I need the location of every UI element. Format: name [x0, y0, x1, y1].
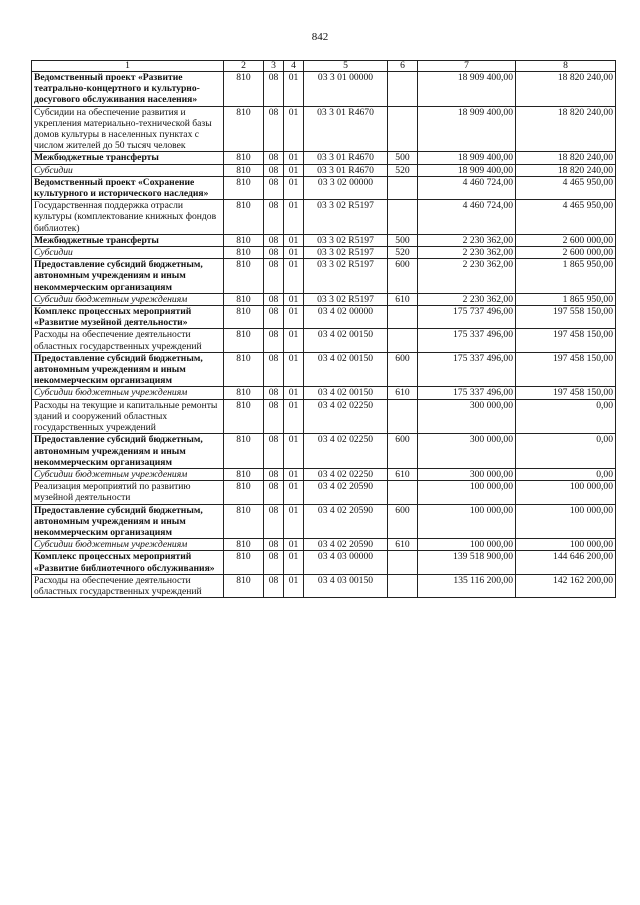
table-row: [32, 387, 616, 399]
expense-type-code: 500: [388, 152, 418, 164]
expense-item-name: Комплекс процессных мероприятий «Развитие музейной деятельности»: [32, 306, 224, 329]
expense-item-name: Предоставление субсидий бюджетным, автономным учреждениям и иным некоммерческим организациям: [32, 434, 224, 469]
amount-year-2: 2 600 000,00: [516, 234, 616, 246]
expense-type-code: [388, 551, 418, 574]
target-article-code: 03 4 03 00150: [304, 574, 388, 597]
expense-type-code: 500: [388, 234, 418, 246]
column-header: 2: [224, 61, 264, 72]
section-code: 08: [264, 574, 284, 597]
target-article-code: 03 4 02 20590: [304, 504, 388, 539]
table-row: [32, 399, 616, 434]
target-article-code: 03 4 02 02250: [304, 399, 388, 434]
section-code: 08: [264, 481, 284, 504]
ministry-code: 810: [224, 481, 264, 504]
amount-year-1: 139 518 900,00: [418, 551, 516, 574]
amount-year-2: 2 600 000,00: [516, 247, 616, 259]
expense-type-code: 520: [388, 164, 418, 176]
subsection-code: 01: [284, 234, 304, 246]
expense-type-code: 520: [388, 247, 418, 259]
ministry-code: 810: [224, 164, 264, 176]
expense-item-name: Расходы на обеспечение деятельности областных государственных учреждений: [32, 329, 224, 352]
section-code: 08: [264, 352, 284, 387]
table-row: [32, 329, 616, 352]
section-code: 08: [264, 329, 284, 352]
ministry-code: 810: [224, 352, 264, 387]
expense-type-code: [388, 200, 418, 235]
column-header: 4: [284, 61, 304, 72]
table-row: [32, 468, 616, 480]
table-body: [32, 61, 616, 598]
expense-item-name: Субсидии бюджетным учреждениям: [32, 539, 224, 551]
expense-type-code: 610: [388, 539, 418, 551]
section-code: 08: [264, 106, 284, 152]
subsection-code: 01: [284, 504, 304, 539]
expense-type-code: [388, 329, 418, 352]
table-row: [32, 234, 616, 246]
amount-year-2: 4 465 950,00: [516, 176, 616, 199]
ministry-code: 810: [224, 551, 264, 574]
target-article-code: 03 3 01 00000: [304, 72, 388, 107]
target-article-code: 03 4 02 00150: [304, 329, 388, 352]
target-article-code: 03 4 02 02250: [304, 434, 388, 469]
expense-item-name: Ведомственный проект «Сохранение культурного и исторического наследия»: [32, 176, 224, 199]
amount-year-2: 18 820 240,00: [516, 106, 616, 152]
amount-year-1: 135 116 200,00: [418, 574, 516, 597]
target-article-code: 03 3 02 R5197: [304, 259, 388, 294]
table-row: [32, 293, 616, 305]
amount-year-1: 175 737 496,00: [418, 306, 516, 329]
expense-item-name: Предоставление субсидий бюджетным, автономным учреждениям и иным некоммерческим организациям: [32, 352, 224, 387]
expense-type-code: 600: [388, 434, 418, 469]
table-row: [32, 164, 616, 176]
amount-year-1: 2 230 362,00: [418, 293, 516, 305]
table-row: [32, 176, 616, 199]
column-header: 8: [516, 61, 616, 72]
amount-year-2: 0,00: [516, 468, 616, 480]
expense-type-code: [388, 399, 418, 434]
section-code: 08: [264, 434, 284, 469]
ministry-code: 810: [224, 399, 264, 434]
amount-year-1: 2 230 362,00: [418, 247, 516, 259]
expense-item-name: Реализация мероприятий по развитию музейной деятельности: [32, 481, 224, 504]
expense-item-name: Расходы на обеспечение деятельности областных государственных учреждений: [32, 574, 224, 597]
ministry-code: 810: [224, 293, 264, 305]
subsection-code: 01: [284, 164, 304, 176]
budget-table: [31, 60, 616, 598]
target-article-code: 03 4 02 20590: [304, 539, 388, 551]
ministry-code: 810: [224, 329, 264, 352]
amount-year-2: 0,00: [516, 399, 616, 434]
target-article-code: 03 3 02 R5197: [304, 200, 388, 235]
table-row: [32, 152, 616, 164]
expense-item-name: Субсидии: [32, 164, 224, 176]
subsection-code: 01: [284, 399, 304, 434]
amount-year-2: 100 000,00: [516, 504, 616, 539]
amount-year-2: 18 820 240,00: [516, 164, 616, 176]
subsection-code: 01: [284, 539, 304, 551]
expense-item-name: Субсидии бюджетным учреждениям: [32, 293, 224, 305]
expense-item-name: Субсидии: [32, 247, 224, 259]
expense-item-name: Расходы на текущие и капитальные ремонты зданий и сооружений областных государственных учреждений: [32, 399, 224, 434]
table-row: [32, 259, 616, 294]
expense-type-code: [388, 106, 418, 152]
expense-item-name: Межбюджетные трансферты: [32, 234, 224, 246]
ministry-code: 810: [224, 72, 264, 107]
expense-item-name: Предоставление субсидий бюджетным, автономным учреждениям и иным некоммерческим организациям: [32, 504, 224, 539]
table-row: [32, 574, 616, 597]
subsection-code: 01: [284, 152, 304, 164]
expense-type-code: 610: [388, 293, 418, 305]
target-article-code: 03 3 01 R4670: [304, 106, 388, 152]
target-article-code: 03 3 01 R4670: [304, 152, 388, 164]
amount-year-1: 18 909 400,00: [418, 72, 516, 107]
amount-year-2: 142 162 200,00: [516, 574, 616, 597]
section-code: 08: [264, 152, 284, 164]
section-code: 08: [264, 293, 284, 305]
section-code: 08: [264, 387, 284, 399]
column-header: 1: [32, 61, 224, 72]
amount-year-2: 18 820 240,00: [516, 152, 616, 164]
table-row: [32, 504, 616, 539]
amount-year-1: 175 337 496,00: [418, 387, 516, 399]
ministry-code: 810: [224, 434, 264, 469]
subsection-code: 01: [284, 176, 304, 199]
amount-year-2: 1 865 950,00: [516, 293, 616, 305]
amount-year-1: 300 000,00: [418, 468, 516, 480]
expense-type-code: [388, 481, 418, 504]
subsection-code: 01: [284, 72, 304, 107]
amount-year-1: 18 909 400,00: [418, 164, 516, 176]
subsection-code: 01: [284, 293, 304, 305]
amount-year-1: 100 000,00: [418, 481, 516, 504]
ministry-code: 810: [224, 387, 264, 399]
amount-year-2: 1 865 950,00: [516, 259, 616, 294]
amount-year-2: 100 000,00: [516, 481, 616, 504]
amount-year-1: 2 230 362,00: [418, 259, 516, 294]
amount-year-2: 197 458 150,00: [516, 352, 616, 387]
table-row: [32, 306, 616, 329]
target-article-code: 03 4 02 00150: [304, 387, 388, 399]
target-article-code: 03 3 02 R5197: [304, 293, 388, 305]
target-article-code: 03 4 02 00150: [304, 352, 388, 387]
ministry-code: 810: [224, 234, 264, 246]
amount-year-1: 175 337 496,00: [418, 352, 516, 387]
section-code: 08: [264, 504, 284, 539]
column-header: 6: [388, 61, 418, 72]
ministry-code: 810: [224, 259, 264, 294]
ministry-code: 810: [224, 539, 264, 551]
target-article-code: 03 4 02 20590: [304, 481, 388, 504]
subsection-code: 01: [284, 387, 304, 399]
expense-type-code: 600: [388, 259, 418, 294]
expense-item-name: Предоставление субсидий бюджетным, автономным учреждениям и иным некоммерческим организациям: [32, 259, 224, 294]
amount-year-2: 0,00: [516, 434, 616, 469]
amount-year-2: 197 558 150,00: [516, 306, 616, 329]
expense-type-code: [388, 306, 418, 329]
expense-type-code: 600: [388, 352, 418, 387]
ministry-code: 810: [224, 306, 264, 329]
ministry-code: 810: [224, 200, 264, 235]
amount-year-2: 197 458 150,00: [516, 387, 616, 399]
target-article-code: 03 3 02 R5197: [304, 234, 388, 246]
amount-year-1: 300 000,00: [418, 399, 516, 434]
amount-year-2: 197 458 150,00: [516, 329, 616, 352]
expense-type-code: [388, 72, 418, 107]
ministry-code: 810: [224, 176, 264, 199]
table-row: [32, 247, 616, 259]
table-row: [32, 539, 616, 551]
expense-type-code: 610: [388, 468, 418, 480]
target-article-code: 03 3 01 R4670: [304, 164, 388, 176]
amount-year-1: 300 000,00: [418, 434, 516, 469]
expense-type-code: 610: [388, 387, 418, 399]
expense-type-code: [388, 176, 418, 199]
amount-year-2: 4 465 950,00: [516, 200, 616, 235]
subsection-code: 01: [284, 481, 304, 504]
section-code: 08: [264, 259, 284, 294]
column-header: 5: [304, 61, 388, 72]
subsection-code: 01: [284, 259, 304, 294]
amount-year-1: 18 909 400,00: [418, 152, 516, 164]
amount-year-2: 144 646 200,00: [516, 551, 616, 574]
page-number: 842: [311, 31, 329, 43]
amount-year-1: 175 337 496,00: [418, 329, 516, 352]
section-code: 08: [264, 72, 284, 107]
target-article-code: 03 3 02 R5197: [304, 247, 388, 259]
expense-item-name: Государственная поддержка отрасли культуры (комплектование книжных фондов библиотек): [32, 200, 224, 235]
expense-item-name: Субсидии бюджетным учреждениям: [32, 468, 224, 480]
subsection-code: 01: [284, 468, 304, 480]
section-code: 08: [264, 234, 284, 246]
target-article-code: 03 4 02 02250: [304, 468, 388, 480]
target-article-code: 03 3 02 00000: [304, 176, 388, 199]
section-code: 08: [264, 468, 284, 480]
subsection-code: 01: [284, 306, 304, 329]
target-article-code: 03 4 02 00000: [304, 306, 388, 329]
ministry-code: 810: [224, 504, 264, 539]
section-code: 08: [264, 306, 284, 329]
section-code: 08: [264, 176, 284, 199]
amount-year-1: 4 460 724,00: [418, 176, 516, 199]
ministry-code: 810: [224, 106, 264, 152]
ministry-code: 810: [224, 152, 264, 164]
amount-year-1: 100 000,00: [418, 504, 516, 539]
table-row: [32, 352, 616, 387]
section-code: 08: [264, 399, 284, 434]
subsection-code: 01: [284, 551, 304, 574]
target-article-code: 03 4 03 00000: [304, 551, 388, 574]
column-header: 7: [418, 61, 516, 72]
ministry-code: 810: [224, 247, 264, 259]
expense-item-name: Межбюджетные трансферты: [32, 152, 224, 164]
column-header: 3: [264, 61, 284, 72]
table-row: [32, 72, 616, 107]
expense-item-name: Субсидии на обеспечение развития и укрепления материально-технической базы домов культуры в населенных пунктах с числом жителей до 50 тысяч человек: [32, 106, 224, 152]
column-number-row: [32, 61, 616, 72]
section-code: 08: [264, 200, 284, 235]
expense-type-code: 600: [388, 504, 418, 539]
table-row: [32, 481, 616, 504]
subsection-code: 01: [284, 329, 304, 352]
section-code: 08: [264, 539, 284, 551]
amount-year-2: 100 000,00: [516, 539, 616, 551]
table-row: [32, 200, 616, 235]
amount-year-2: 18 820 240,00: [516, 72, 616, 107]
ministry-code: 810: [224, 574, 264, 597]
section-code: 08: [264, 164, 284, 176]
subsection-code: 01: [284, 352, 304, 387]
subsection-code: 01: [284, 200, 304, 235]
expense-type-code: [388, 574, 418, 597]
subsection-code: 01: [284, 247, 304, 259]
table-row: [32, 106, 616, 152]
amount-year-1: 100 000,00: [418, 539, 516, 551]
subsection-code: 01: [284, 574, 304, 597]
section-code: 08: [264, 551, 284, 574]
expense-item-name: Ведомственный проект «Развитие театрально-концертного и культурно-досугового обслуживания населения»: [32, 72, 224, 107]
subsection-code: 01: [284, 106, 304, 152]
section-code: 08: [264, 247, 284, 259]
expense-item-name: Субсидии бюджетным учреждениям: [32, 387, 224, 399]
amount-year-1: 2 230 362,00: [418, 234, 516, 246]
subsection-code: 01: [284, 434, 304, 469]
table-row: [32, 551, 616, 574]
table-row: [32, 434, 616, 469]
expense-item-name: Комплекс процессных мероприятий «Развитие библиотечного обслуживания»: [32, 551, 224, 574]
amount-year-1: 4 460 724,00: [418, 200, 516, 235]
ministry-code: 810: [224, 468, 264, 480]
amount-year-1: 18 909 400,00: [418, 106, 516, 152]
